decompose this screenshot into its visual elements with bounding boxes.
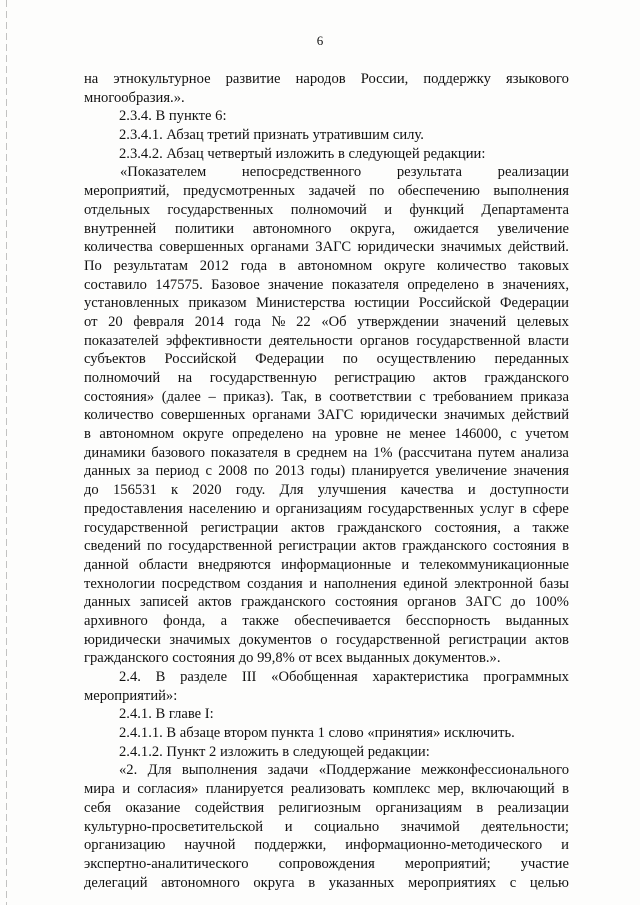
scan-edge bbox=[6, 0, 7, 905]
text-line: в автономном округе определено на уровне не менее 146000, с учетом bbox=[84, 426, 569, 443]
text-line: от 20 февраля 2014 года № 22 «Об утверждении значений целевых bbox=[84, 313, 569, 330]
text-line: архивного фонда, а также обеспечивается бесспорность выданных bbox=[84, 612, 569, 629]
text-line: составило 147575. Базовое значение показателя определено в значениях, bbox=[84, 276, 569, 293]
text-line: организацию научной поддержки, информационно-методического и bbox=[84, 837, 569, 854]
text-line: показателей эффективности деятельности органов государственной власти bbox=[84, 332, 569, 349]
document-body bbox=[84, 70, 569, 892]
text-line: 2.4.1.1. В абзаце втором пункта 1 слово «принятия» исключить. bbox=[119, 725, 515, 742]
text-line: 2.4.1. В главе I: bbox=[119, 706, 214, 723]
text-line: государственной регистрации актов гражданского состояния, а также bbox=[84, 519, 569, 536]
text-line: технологии посредством создания и наполнения единой электронной базы bbox=[84, 575, 569, 592]
text-line: внутренней политики автономного округа, ожидается увеличение bbox=[84, 220, 569, 237]
text-line: количества совершенных органами ЗАГС юридически значимых действий. bbox=[84, 239, 569, 256]
text-line: состояния» (далее – приказ). Так, в соответствии с требованием приказа bbox=[84, 388, 569, 405]
text-line: мира и согласия» планируется реализовать комплекс мер, включающий в bbox=[84, 781, 569, 798]
page-number: 6 bbox=[316, 33, 324, 48]
text-line: себя оказание содействия религиозным организациям в реализации bbox=[84, 799, 569, 816]
text-line: юридически значимых документов о государственной регистрации актов bbox=[84, 631, 569, 648]
text-line: 2.4. В разделе III «Обобщенная характеристика программных bbox=[119, 669, 569, 685]
text-line: гражданского состояния до 99,8% от всех выданных документов.». bbox=[84, 650, 501, 667]
text-line: экспертно-аналитического сопровождения мероприятий; участие bbox=[84, 855, 569, 872]
text-line: 2.3.4.1. Абзац третий признать утратившим силу. bbox=[119, 127, 424, 144]
text-line: 2.3.4. В пункте 6: bbox=[119, 108, 227, 125]
text-line: установленных приказом Министерства юстиции Российской Федерации bbox=[84, 295, 569, 312]
text-line: до 156531 к 2020 году. Для улучшения качества и доступности bbox=[84, 482, 569, 499]
text-line: полномочий на государственную регистрацию актов гражданского bbox=[84, 370, 569, 386]
text-line: данной области внедряются информационные и телекоммуникационные bbox=[84, 556, 569, 573]
text-line: делегаций автономного округа в указанных мероприятиях с целью bbox=[84, 874, 569, 891]
text-line: культурно-просветительской и социально значимой деятельности; bbox=[84, 818, 569, 835]
text-line: предоставления населению и организациям государственных услуг в сфере bbox=[84, 500, 569, 517]
text-line: данных записей актов гражданского состояния органов ЗАГС до 100% bbox=[84, 594, 569, 611]
text-line: «Показателем непосредственного результата реализации bbox=[120, 164, 569, 181]
text-line: По результатам 2012 года в автономном округе количество таковых bbox=[84, 257, 569, 274]
text-line: отдельных государственных полномочий и функций Департамента bbox=[84, 201, 569, 218]
text-line: субъектов Российской Федерации по осуществлению переданных bbox=[84, 351, 569, 368]
text-line: многообразия.». bbox=[84, 89, 185, 106]
text-line: количество совершенных органами ЗАГС юридически значимых действий bbox=[84, 407, 569, 424]
text-line: мероприятий, предусмотренных задачей по обеспечению выполнения bbox=[84, 183, 569, 200]
text-line: мероприятий»: bbox=[84, 687, 178, 704]
text-line: на этнокультурное развитие народов России, поддержку языкового bbox=[84, 71, 569, 87]
text-line: 2.3.4.2. Абзац четвертый изложить в следующей редакции: bbox=[119, 145, 486, 162]
text-line: сведений по государственной регистрации актов гражданского состояния в bbox=[84, 538, 569, 555]
text-line: данных за период с 2008 по 2013 годы) планируется увеличение значения bbox=[84, 463, 569, 480]
text-line: «2. Для выполнения задачи «Поддержание межконфессионального bbox=[119, 762, 569, 779]
text-line: динамики базового показателя в среднем на 1% (рассчитана путем анализа bbox=[84, 444, 569, 461]
text-line: 2.4.1.2. Пункт 2 изложить в следующей редакции: bbox=[119, 743, 430, 760]
